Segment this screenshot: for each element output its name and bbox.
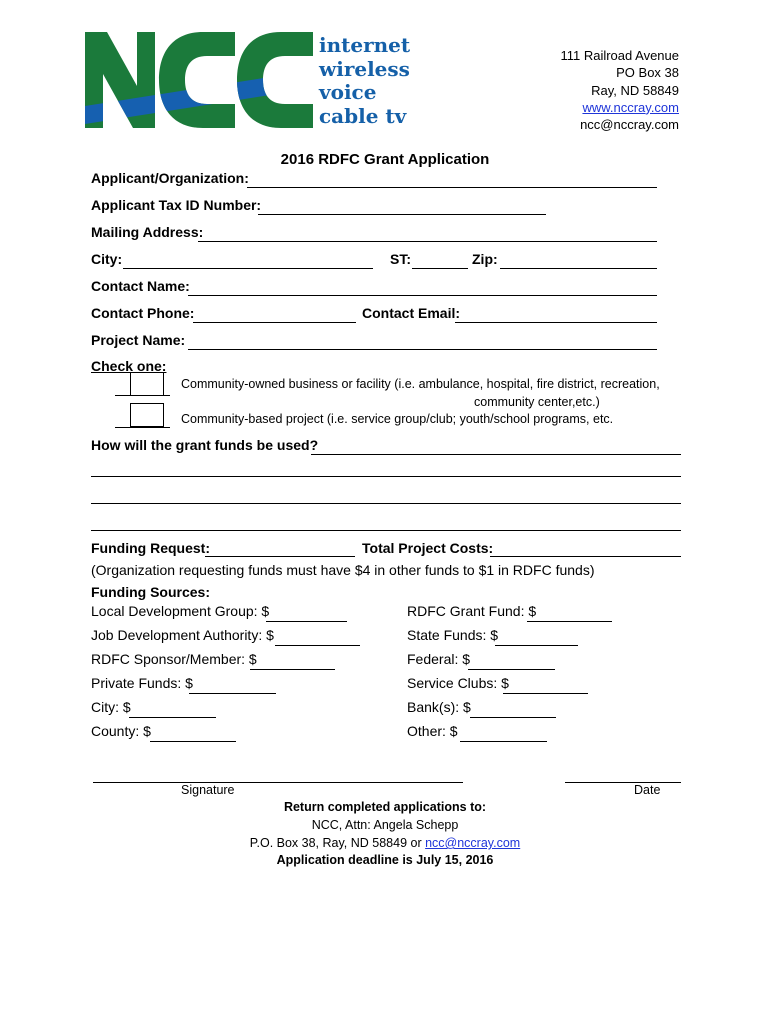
ncc-logo-graphic: [85, 30, 315, 128]
return-address: [0, 836, 770, 850]
form-title: 2016 RDFC Grant Application: [280, 151, 490, 168]
contact-email-field[interactable]: [455, 322, 657, 323]
funding-request-label: Funding Request:: [91, 540, 210, 556]
source-federal: Federal: $: [407, 651, 471, 667]
community-owned-checkbox[interactable]: [130, 372, 164, 396]
applicant-field[interactable]: [247, 187, 657, 188]
usage-field-1[interactable]: [311, 454, 681, 455]
return-pobox: P.O. Box 38, Ray, ND 58849 or: [249, 836, 426, 850]
address-street: 111 Railroad Avenue: [560, 48, 679, 63]
logo-service-cable-tv: cable tv: [319, 103, 407, 128]
state-label: ST:: [390, 251, 411, 267]
mailing-address-label: Mailing Address:: [91, 224, 204, 240]
contact-phone-label: Contact Phone:: [91, 305, 195, 321]
city-label: City:: [91, 251, 123, 267]
source-state-funds: State Funds: $: [407, 627, 499, 643]
source-private-funds-field[interactable]: [189, 693, 276, 694]
source-service-clubs-field[interactable]: [503, 693, 588, 694]
source-state-funds-field[interactable]: [495, 645, 578, 646]
source-banks: Bank(s): $: [407, 699, 471, 715]
contact-name-field[interactable]: [188, 295, 657, 296]
website-link[interactable]: www.nccray.com: [582, 99, 679, 115]
source-county-field[interactable]: [150, 741, 236, 742]
source-private-funds: Private Funds: $: [91, 675, 193, 691]
source-local-development-field[interactable]: [266, 621, 347, 622]
source-other: Other: $: [407, 723, 458, 739]
logo-service-internet: internet: [319, 33, 411, 57]
source-job-development-field[interactable]: [275, 645, 360, 646]
source-local-development: Local Development Group: $: [91, 603, 270, 619]
city-field[interactable]: [123, 268, 373, 269]
project-name-field[interactable]: [188, 349, 657, 350]
source-federal-field[interactable]: [468, 669, 555, 670]
return-heading: Return completed applications to:: [283, 800, 487, 814]
state-field[interactable]: [412, 268, 468, 269]
logo-services: [319, 34, 410, 128]
community-based-option: Community-based project (i.e. service group/club; youth/school programs, etc.: [181, 412, 614, 426]
address-box: PO Box 38: [616, 65, 679, 81]
total-costs-field[interactable]: [490, 556, 681, 557]
contact-email-label: Contact Email:: [362, 305, 461, 321]
company-address: [560, 47, 679, 133]
source-rdfc-grant: RDFC Grant Fund: $: [407, 603, 537, 619]
zip-label: Zip:: [472, 251, 498, 267]
funding-sources-heading: Funding Sources:: [91, 584, 210, 600]
mailing-address-field[interactable]: [198, 241, 657, 242]
funding-request-field[interactable]: [205, 556, 355, 557]
source-rdfc-sponsor: RDFC Sponsor/Member: $: [91, 651, 257, 667]
tax-id-field[interactable]: [258, 214, 546, 215]
source-city: City: $: [91, 699, 131, 715]
ncc-logo: [85, 30, 315, 128]
community-based-checkbox[interactable]: [130, 403, 164, 427]
source-rdfc-sponsor-field[interactable]: [250, 669, 335, 670]
signature-label: Signature: [181, 783, 235, 797]
logo-service-wireless: wireless: [319, 56, 410, 81]
contact-name-label: Contact Name:: [91, 278, 190, 294]
source-service-clubs: Service Clubs: $: [407, 675, 509, 691]
date-field[interactable]: [565, 782, 681, 783]
usage-field-4[interactable]: [91, 530, 681, 531]
date-label: Date: [634, 783, 661, 797]
applicant-label: Applicant/Organization:: [91, 170, 249, 186]
contact-phone-field[interactable]: [193, 322, 356, 323]
return-email-link[interactable]: ncc@nccray.com: [425, 836, 521, 850]
usage-question: How will the grant funds be used?: [91, 437, 319, 453]
project-name-label: Project Name:: [91, 332, 186, 348]
community-owned-option-cont: community center,etc.): [474, 395, 600, 409]
address-city: Ray, ND 58849: [591, 82, 679, 98]
usage-field-2[interactable]: [91, 476, 681, 477]
source-county: County: $: [91, 723, 151, 739]
total-costs-label: Total Project Costs:: [362, 540, 494, 556]
checkbox-underline-2: [115, 427, 170, 428]
application-deadline: Application deadline is July 15, 2016: [276, 853, 494, 867]
logo-service-voice: voice: [319, 80, 377, 104]
source-rdfc-grant-field[interactable]: [527, 621, 612, 622]
community-owned-option: Community-owned business or facility (i.e. ambulance, hospital, fire district, recreation,: [181, 377, 660, 391]
return-attn: NCC, Attn: Angela Schepp: [311, 818, 459, 832]
zip-field[interactable]: [500, 268, 657, 269]
source-banks-field[interactable]: [470, 717, 556, 718]
funding-note: (Organization requesting funds must have $4 in other funds to $1 in RDFC funds): [91, 562, 595, 578]
check-one-label: Check one:: [91, 358, 167, 374]
source-other-field[interactable]: [460, 741, 547, 742]
tax-id-label: Applicant Tax ID Number:: [91, 197, 262, 213]
source-city-field[interactable]: [129, 717, 216, 718]
address-email: ncc@nccray.com: [580, 117, 679, 133]
usage-field-3[interactable]: [91, 503, 681, 504]
source-job-development: Job Development Authority: $: [91, 627, 274, 643]
signature-field[interactable]: [93, 782, 463, 783]
